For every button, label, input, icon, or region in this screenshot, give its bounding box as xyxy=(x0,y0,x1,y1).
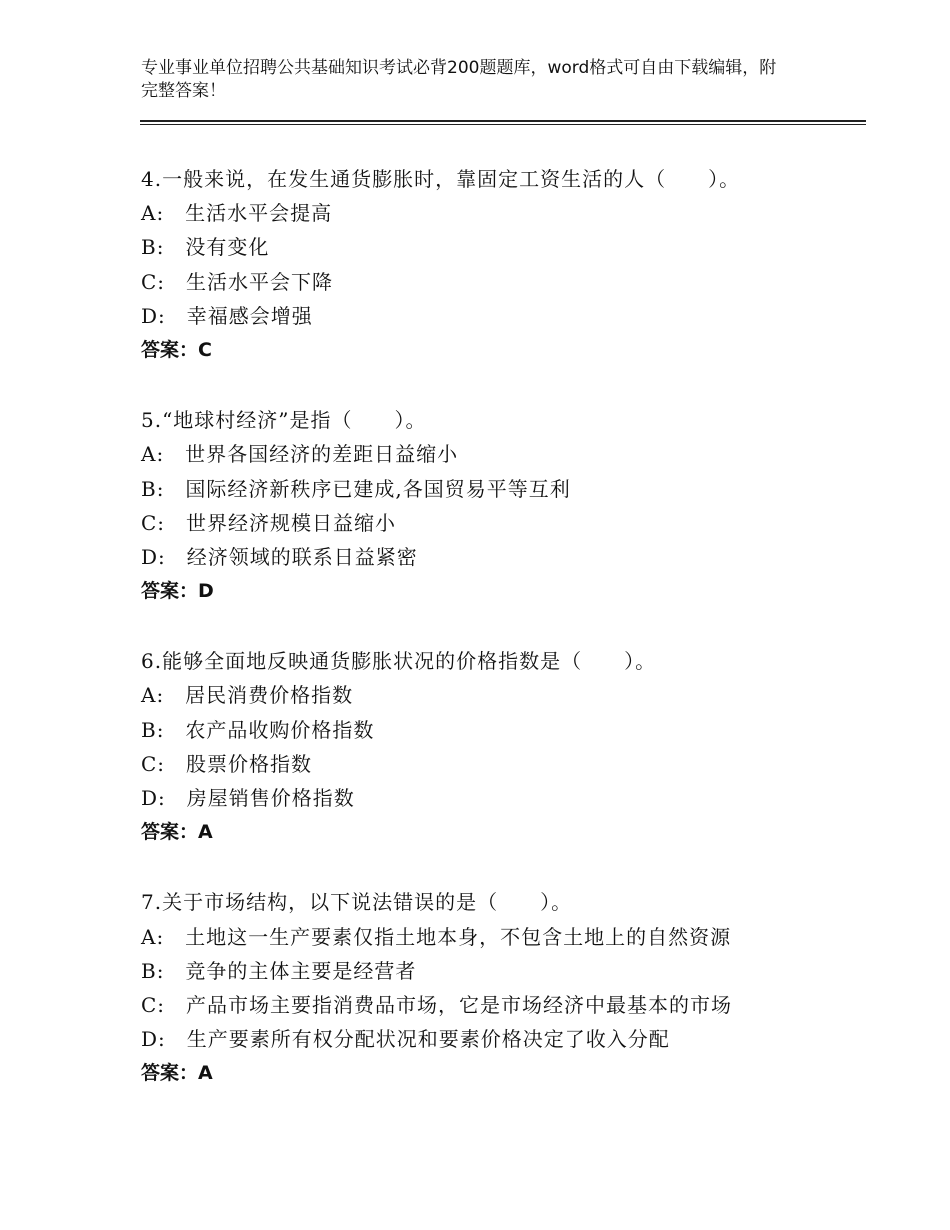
question-4 xyxy=(141,162,901,367)
option-b: B: 国际经济新秩序已建成,各国贸易平等互利 xyxy=(141,476,571,501)
option-c: C: 世界经济规模日益缩小 xyxy=(141,510,397,535)
option-d: D: 经济领域的联系日益紧密 xyxy=(141,544,418,569)
question-6 xyxy=(141,644,901,849)
option-b: B: 竞争的主体主要是经营者 xyxy=(141,958,417,983)
option-c: C: 生活水平会下降 xyxy=(141,269,334,294)
answer-label: 答案：A xyxy=(141,821,213,844)
question-stem: 6.能够全面地反映通货膨胀状况的价格指数是（ ）。 xyxy=(141,649,657,674)
option-b: B: 没有变化 xyxy=(141,235,270,260)
option-d: D: 生产要素所有权分配状况和要素价格决定了收入分配 xyxy=(141,1027,670,1052)
question-5 xyxy=(141,403,901,608)
question-stem: 4.一般来说，在发生通货膨胀时，靠固定工资生活的人（ ）。 xyxy=(141,167,741,191)
question-stem: 5.“地球村经济”是指（ ）。 xyxy=(141,408,427,433)
option-a: A: 土地这一生产要素仅指土地本身，不包含土地上的自然资源 xyxy=(141,924,732,949)
option-d: D: 幸福感会增强 xyxy=(141,303,313,328)
answer-label: 答案：C xyxy=(141,338,212,361)
option-c: C: 股票价格指数 xyxy=(141,751,313,776)
document-header xyxy=(141,57,791,103)
answer-label: 答案：D xyxy=(141,580,214,603)
question-7 xyxy=(141,885,901,1090)
option-a: A: 生活水平会提高 xyxy=(141,201,333,226)
option-b: B: 农产品收购价格指数 xyxy=(141,717,375,742)
option-c: C: 产品市场主要指消费品市场，它是市场经济中最基本的市场 xyxy=(141,992,733,1017)
answer-label: 答案：A xyxy=(141,1062,213,1085)
header-text: 专业事业单位招聘公共基础知识考试必背200题题库，word格式可自由下载编辑，附完整答案！ xyxy=(141,58,777,101)
option-a: A: 居民消费价格指数 xyxy=(141,683,354,708)
option-a: A: 世界各国经济的差距日益缩小 xyxy=(141,442,459,467)
question-list xyxy=(141,162,901,1127)
question-stem: 7.关于市场结构，以下说法错误的是（ ）。 xyxy=(141,890,573,915)
header-divider xyxy=(140,120,866,125)
option-d: D: 房屋销售价格指数 xyxy=(141,786,355,810)
